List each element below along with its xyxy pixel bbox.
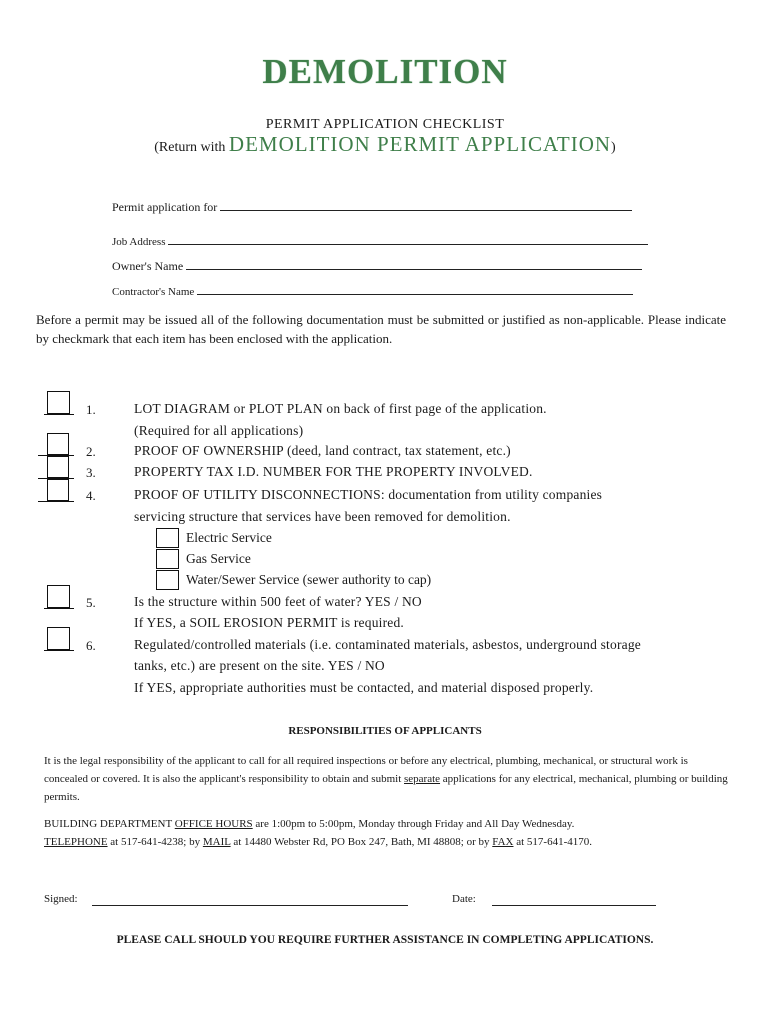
item-6-line-1: Regulated/controlled materials (i.e. contaminated materials, asbestos, underground storage xyxy=(134,637,641,652)
item-6-number: 6. xyxy=(86,638,96,653)
contractors-name-label: Contractor's Name xyxy=(112,286,195,298)
telephone-label: TELEPHONE xyxy=(44,836,108,848)
permit-for-label: Permit application for xyxy=(112,200,218,214)
office-info xyxy=(44,815,734,851)
item-1-checkbox-underline xyxy=(44,413,74,415)
separate-underlined: separate xyxy=(404,773,441,785)
date-label: Date: xyxy=(452,893,476,905)
fax-label: FAX xyxy=(492,836,514,848)
job-address-line[interactable] xyxy=(168,236,648,245)
item-5-number: 5. xyxy=(86,595,96,610)
return-emphasis: DEMOLITION PERMIT APPLICATION xyxy=(228,132,612,156)
item-5-line-2: If YES, a SOIL EROSION PERMIT is required. xyxy=(134,615,405,630)
date-line[interactable] xyxy=(492,904,656,906)
permit-for-line[interactable] xyxy=(220,202,632,211)
item-4-number: 4. xyxy=(86,488,96,503)
item-6-checkbox-underline xyxy=(44,649,74,651)
office-part-2: are 1:00pm to 5:00pm, Monday through Friday and All Day Wednesday. xyxy=(252,818,575,830)
contractors-name-line[interactable] xyxy=(197,286,633,295)
owners-name-label: Owner's Name xyxy=(112,259,184,273)
item-6-line-2: tanks, etc.) are present on the site. YES / NO xyxy=(134,658,385,673)
item-6-checkbox[interactable] xyxy=(47,627,70,650)
item-1-checkbox[interactable] xyxy=(47,391,70,414)
water-sewer-checkbox[interactable] xyxy=(156,570,179,590)
item-4-checkbox-underline xyxy=(38,500,74,502)
permit-for-field xyxy=(112,200,632,215)
item-1-line-2: (Required for all applications) xyxy=(134,423,304,438)
office-part-5: at 517-641-4170. xyxy=(513,836,592,848)
owners-name-field xyxy=(112,259,642,274)
item-2-number: 2. xyxy=(86,444,96,459)
signature-line[interactable] xyxy=(92,904,408,906)
intro-paragraph: Before a permit may be issued all of the following documentation must be submitted or justified as non-applicable. Please indicate by checkmark that each item has been enclosed with the application. xyxy=(36,312,726,346)
item-6-line-3: If YES, appropriate authorities must be contacted, and material disposed properly. xyxy=(134,680,594,695)
return-instruction xyxy=(0,132,770,157)
document-title: DEMOLITION xyxy=(262,52,508,91)
responsibilities-heading: RESPONSIBILITIES OF APPLICANTS xyxy=(288,725,482,737)
gas-service-label: Gas Service xyxy=(186,551,251,566)
item-3-checkbox[interactable] xyxy=(47,456,69,478)
item-3-number: 3. xyxy=(86,465,96,480)
office-part-4: at 14480 Webster Rd, PO Box 247, Bath, MI 48808; or by xyxy=(230,836,493,848)
item-5-checkbox-underline xyxy=(44,607,74,609)
responsibilities-text xyxy=(44,752,728,806)
electric-service-checkbox[interactable] xyxy=(156,528,179,548)
electric-service-label: Electric Service xyxy=(186,530,272,545)
item-5-line-1: Is the structure within 500 feet of water? YES / NO xyxy=(134,594,422,609)
contractors-name-field xyxy=(112,286,633,298)
owners-name-line[interactable] xyxy=(186,261,642,270)
item-3-line-1: PROPERTY TAX I.D. NUMBER FOR THE PROPERTY INVOLVED. xyxy=(134,464,533,479)
return-prefix: (Return with xyxy=(154,140,226,155)
return-suffix: ) xyxy=(611,140,616,155)
office-part-1: BUILDING DEPARTMENT xyxy=(44,818,175,830)
checklist-subtitle: PERMIT APPLICATION CHECKLIST xyxy=(265,117,505,132)
item-1-number: 1. xyxy=(86,402,96,417)
footer-notice: PLEASE CALL SHOULD YOU REQUIRE FURTHER ASSISTANCE IN COMPLETING APPLICATIONS. xyxy=(116,934,654,946)
item-4-line-1: PROOF OF UTILITY DISCONNECTIONS: documentation from utility companies xyxy=(134,487,603,502)
item-4-checkbox[interactable] xyxy=(47,479,69,501)
office-hours-label: OFFICE HOURS xyxy=(174,818,253,830)
job-address-field xyxy=(112,236,648,248)
mail-label: MAIL xyxy=(202,836,231,848)
office-part-3: at 517-641-4238; by xyxy=(107,836,203,848)
job-address-label: Job Address xyxy=(112,236,166,248)
item-2-line-1: PROOF OF OWNERSHIP (deed, land contract, tax statement, etc.) xyxy=(134,443,511,458)
item-5-checkbox[interactable] xyxy=(47,585,70,608)
water-sewer-label: Water/Sewer Service (sewer authority to cap) xyxy=(186,572,432,587)
item-4-line-2: servicing structure that services have been removed for demolition. xyxy=(134,509,511,524)
signed-label: Signed: xyxy=(44,893,78,905)
item-2-checkbox[interactable] xyxy=(47,433,69,455)
gas-service-checkbox[interactable] xyxy=(156,549,179,569)
item-1-line-1: LOT DIAGRAM or PLOT PLAN on back of first page of the application. xyxy=(134,401,547,416)
responsibilities-text-b: applications for any electrical, mechanical, plumbing or building permits. xyxy=(44,773,728,803)
responsibilities-text-a: It is the legal responsibility of the applicant to call for all required inspections or before any electrical, plumbing, mechanical, or structural work is concealed or covered. It is also the applicant's responsibility to obtain and submit xyxy=(44,755,688,785)
